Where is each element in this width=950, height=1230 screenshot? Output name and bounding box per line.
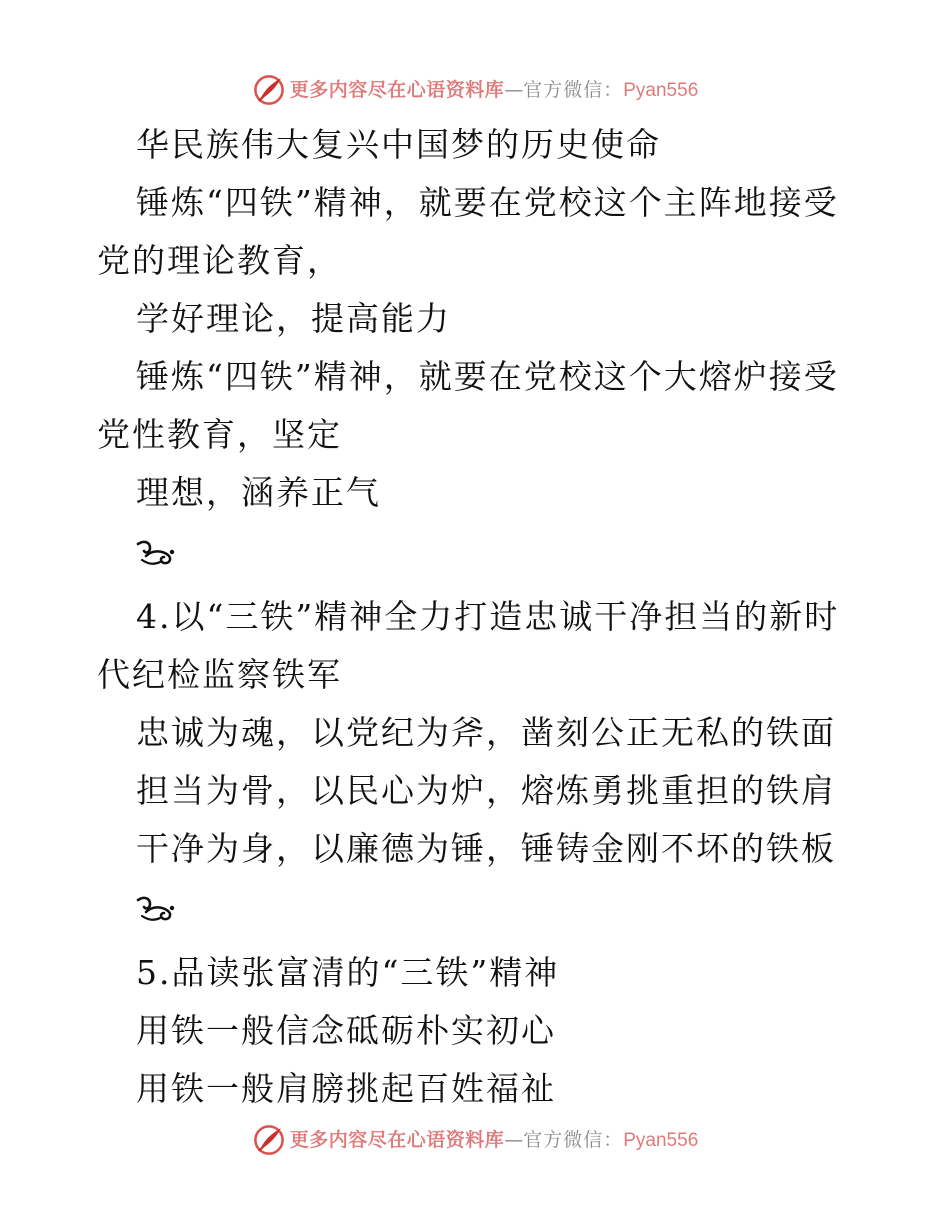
text-line: 干净为身，以廉德为锤，锤铸金刚不坏的铁板: [136, 829, 836, 868]
text-line: 锤炼“四铁”精神，就要在党校这个主阵地接受: [136, 183, 839, 222]
text-line: 忠诚为魂，以党纪为斧，凿刻公正无私的铁面: [136, 713, 836, 752]
feather-quill-logo-icon: [252, 1123, 286, 1157]
text-line: 华民族伟大复兴中国梦的历史使命: [136, 125, 661, 164]
text-line: 用铁一般信念砥砺朴实初心: [136, 1011, 556, 1050]
watermark-separator: —: [504, 1128, 524, 1151]
watermark-main-text: 更多内容尽在心语资料库: [289, 1128, 505, 1151]
watermark-label: 官方微信：: [523, 78, 624, 101]
floral-ornament-icon: [136, 538, 176, 568]
watermark-wechat-id: Pyan556: [623, 79, 699, 101]
watermark-wechat-id: Pyan556: [623, 1129, 699, 1151]
text-line: 理想，涵养正气: [136, 473, 381, 512]
watermark-separator: —: [504, 78, 524, 101]
header-watermark: [0, 70, 950, 110]
text-line: 学好理论，提高能力: [136, 299, 451, 338]
text-line: 担当为骨，以民心为炉，熔炼勇挑重担的铁肩: [136, 771, 836, 810]
text-line: 代纪检监察铁军: [97, 655, 342, 694]
floral-ornament-icon: [136, 894, 176, 924]
text-line: 5.品读张富清的“三铁”精神: [136, 953, 560, 992]
footer-watermark: [0, 1120, 950, 1160]
text-line: 4.以“三铁”精神全力打造忠诚干净担当的新时: [136, 597, 840, 636]
text-line: 锤炼“四铁”精神，就要在党校这个大熔炉接受: [136, 357, 839, 396]
text-line: 用铁一般肩膀挑起百姓福祉: [136, 1069, 556, 1108]
watermark-main-text: 更多内容尽在心语资料库: [289, 78, 505, 101]
feather-quill-logo-icon: [252, 73, 286, 107]
text-line: 党性教育，坚定: [97, 415, 342, 454]
text-line: 党的理论教育，: [97, 241, 342, 280]
watermark-label: 官方微信：: [523, 1128, 624, 1151]
